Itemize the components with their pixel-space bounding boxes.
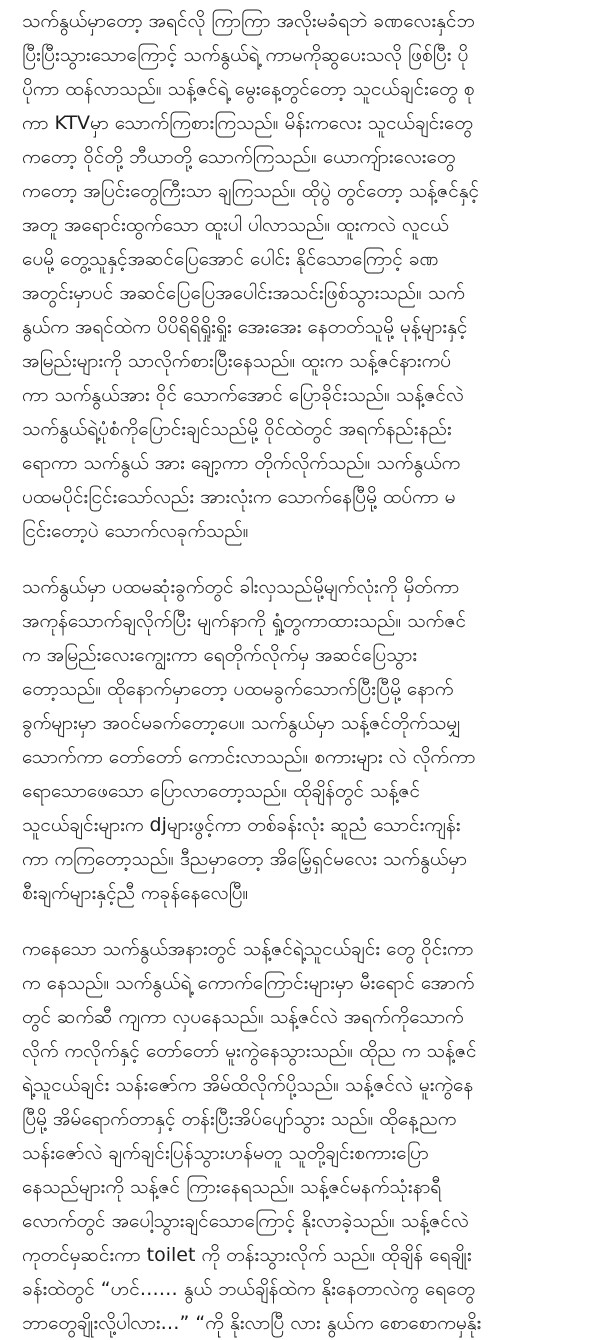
text-line: နေသည်များကို သန့်ဇင် ကြားနေရသည်။ သန့်ဇင်မနက်သုံးနာရီ — [22, 1176, 442, 1198]
text-line: သက်နွယ်မှာ ပထမဆုံးခွက်တွင် ခါးလှသည်မို့မျက်လုံးကို မှိတ်ကာ — [22, 576, 460, 598]
text-line: အကုန်သောက်ချလိုက်ပြီး မျက်နာကို ရှုံ့တွကာထားသည်။ သက်ဇင် — [22, 610, 467, 632]
text-line: သက်နွယ်ရဲ့ပုံစံကိုပြောင်းချင်သည်မို့ ဝိုင်ထဲတွင် အရက်နည်းနည်း — [22, 418, 452, 440]
text-line: သောက်ကာ တော်တော် ကောင်းလာသည်။ စကားများ လဲ လိုက်ကာ — [22, 746, 476, 768]
text-line: အတွင်းမှာပင် အဆင်ပြေပြေအပေါင်းအသင်းဖြစ်သွားသည်။ သက် — [22, 282, 465, 304]
text-line: ကာ KTVမှာ သောက်ကြစားကြသည်။ မိန်းကလေး သူငယ်ချင်းတွေ — [22, 112, 473, 134]
text-line: သန်းဇော်လဲ ချက်ချင်းပြန်သွားဟန်မတူ သူတို့ချင်းစကားပြော — [22, 1142, 429, 1164]
text-line: နွယ်က အရင်ထဲက ပိပိရိရိရှိုးရှိုး အေးအေး နေတတ်သူမို့ မုန့်များနှင့် — [22, 316, 468, 338]
text-line: အတူ အရောင်းထွက်သော ထူးပါ ပါလာသည်။ ထူးကလဲ လူငယ် — [22, 214, 449, 236]
paragraph-3 — [22, 932, 591, 1340]
text-line: ပထမပိုင်းငြင်းသော်လည်း အားလုံးက သောက်နေပြီမို့ ထပ်ကာ မ — [22, 486, 456, 508]
text-line: လိုက် ကလိုက်နှင့် တော်တော် မူးကွဲနေသွားသည်။ ထိုည က သန့်ဇင် — [22, 1040, 477, 1062]
text-line: ကနေသော သက်နွယ်အနားတွင် သန့်ဇင်ရဲ့သူငယ်ချင်း တွေ ဝိုင်းကာ — [22, 938, 474, 960]
text-line: သူငယ်ချင်းများက djများဖွင့်ကာ တစ်ခန်းလုံး ဆူညံ သောင်းကျန်း — [22, 814, 461, 836]
text-line: တွင် ဆက်ဆီ ကျကာ လှပနေသည်။ သန့်ဇင်လဲ အရက်ကိုသောက် — [22, 1006, 464, 1028]
text-line: ကတော့ ဝိုင်တို့ ဘီယာတို့ သောက်ကြသည်။ ယောကျ်ားလေးတွေ — [22, 146, 456, 168]
paragraph-1 — [22, 4, 591, 548]
text-line: သက်နွယ်မှာတော့ အရင်လို ကြာကြာ အလိုးမခံရဘဲ ခဏလေးနှင်ဘ — [22, 10, 475, 32]
text-line: ခွက်များမှာ အဝင်မခက်တော့ပေ။ သက်နွယ်မှာ သန့်ဇင်တိုက်သမျှ — [22, 712, 461, 734]
text-line: ကတော့ အပြင်းတွေကြီးသာ ချကြသည်။ ထိုပွဲ တွင်တော့ သန့်ဇင်နှင့် — [22, 180, 480, 202]
text-line: အမြည်းများကို သာလိုက်စားပြီးနေသည်။ ထူးက သန့်ဇင်နားကပ် — [22, 350, 452, 372]
text-line: စီးချက်များနှင့်ညီ ကခုန်နေလေပြီ။ — [22, 882, 249, 904]
text-line: ငြင်းတော့ပဲ သောက်လခုက်သည်။ — [22, 520, 249, 542]
text-line: ပြီးပြီးသွားသောကြောင့် သက်နွယ်ရဲ့ ကာမကိုဆွပေးသလို ဖြစ်ပြီး ပို — [22, 44, 469, 66]
text-line: ရောကာ သက်နွယ် အား ချော့ကာ တိုက်လိုက်သည်။ သက်နွယ်က — [22, 452, 461, 474]
text-line: ကုတင်မှဆင်းကာ toilet ကို တန်းသွားလိုက် သည်။ ထိုချိန် ရေချိုး — [22, 1244, 472, 1266]
text-line: က အမြည်းလေးကျွေးကာ ရေတိုက်လိုက်မှ အဆင်ပြေသွား — [22, 644, 418, 666]
paragraph-2 — [22, 570, 591, 910]
text-line: ခန်းထဲတွင် “ဟင်…… နွယ် ဘယ်ချိန်ထဲက နိုးနေတာလဲကွ ရေတွေ — [22, 1278, 475, 1300]
text-line: ပြီမို့ အိမ်ရောက်တာနှင့် တန်းပြီးအိပ်ပျော်သွား သည်။ ထိုနေ့ညက — [22, 1108, 457, 1130]
text-line: ဘာတွေချိုးလို့ပါလား…” “ကို နိုးလာပြီ လား နွယ်က စောစောကမှနိုး — [22, 1312, 482, 1334]
text-line: ရောသောဖေသော ပြောလာတော့သည်။ ထိုချိန်တွင် သန့်ဇင် — [22, 780, 421, 802]
text-line: ကာ သက်နွယ်အား ဝိုင် သောက်အောင် ပြောခိုင်းသည်။ သန့်ဇင်လဲ — [22, 384, 464, 406]
text-line: ကာ ကကြတော့သည်။ ဒီညမှာတော့ အိမ်ြေ့ရှင်မလေး သက်နွယ်မှာ — [22, 848, 467, 870]
text-line: ပိုကာ ထန်လာသည်။ သန့်ဇင်ရဲ့ မွေးနေ့တွင်တော့ သူငယ်ချင်းတွေ စု — [22, 78, 475, 100]
text-line: ပေမို့ တွေ့သူနှင့်အဆင်ပြေအောင် ပေါင်း နိုင်သောကြောင့် ခဏ — [22, 248, 439, 270]
text-line: က နေသည်။ သက်နွယ်ရဲ့ ကောက်ကြောင်းများမှာ မီးရောင် အောက် — [22, 972, 475, 994]
text-line: တော့သည်။ ထိုနောက်မှာတော့ ပထမခွက်သောက်ပြီးပြီမို့ နောက် — [22, 678, 454, 700]
text-line: လောက်တွင် အပေါ့သွားချင်သောကြောင့် နိုးလာခဲ့သည်။ သန့်ဇင်လဲ — [22, 1210, 469, 1232]
text-line: ရဲ့သူငယ်ချင်း သန်းဇော်က အိမ်ထိလိုက်ပို့သည်။ သန့်ဇင်လဲ မူးကွဲနေ — [22, 1074, 474, 1096]
